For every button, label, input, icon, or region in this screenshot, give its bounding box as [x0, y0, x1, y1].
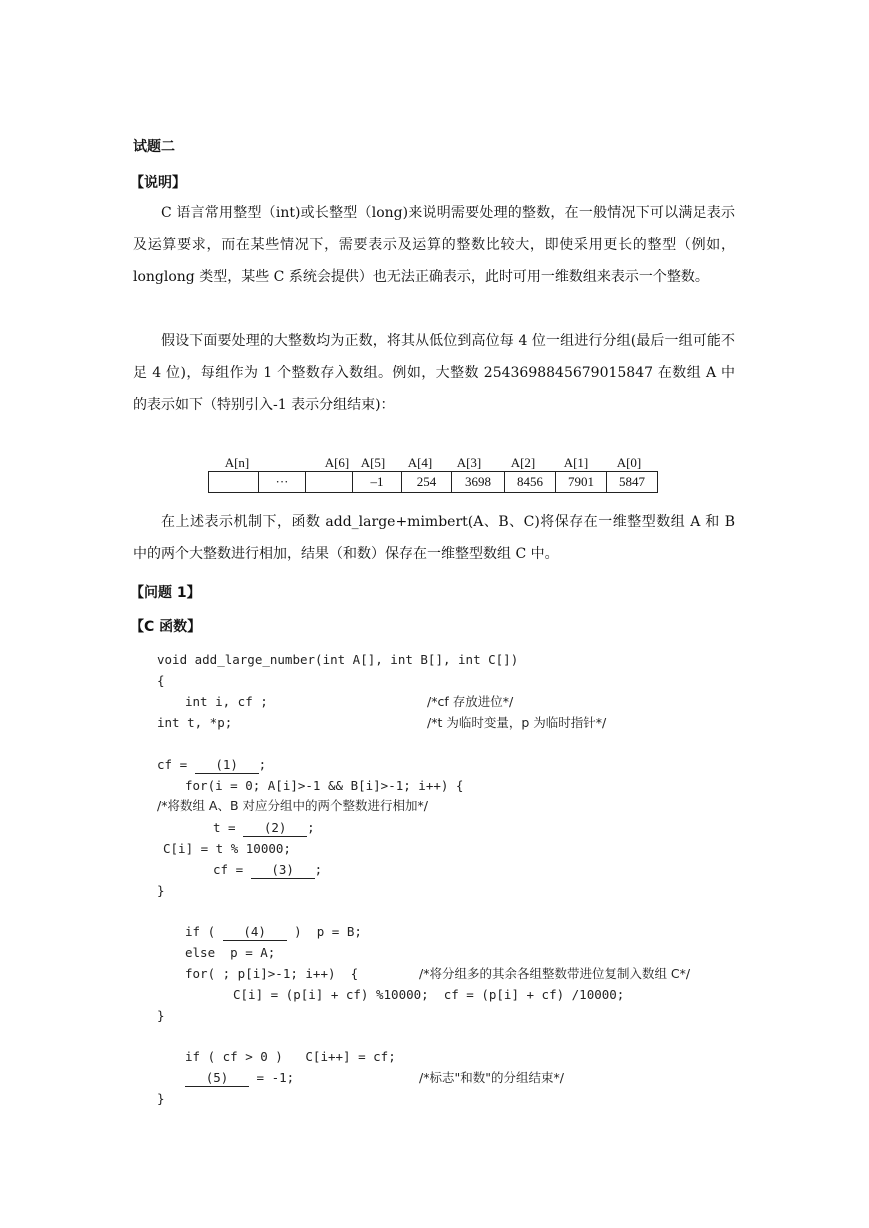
code-line: int i, cf ;	[185, 694, 268, 709]
array-header: A[2]	[510, 455, 536, 470]
code-line-blank-2	[213, 818, 315, 838]
code-text: cf =	[213, 862, 251, 877]
code-text: ;	[314, 862, 323, 877]
code-line-blank-4	[185, 922, 362, 942]
array-header: A[6]	[324, 455, 350, 470]
code-comment: /*将分组多的其余各组整数带进位复制入数组 C*/	[419, 966, 691, 981]
code-line: C[i] = t % 10000;	[163, 841, 291, 856]
code-line-blank-3	[213, 860, 322, 880]
code-comment: /*t 为临时变量，p 为临时指针*/	[427, 715, 607, 730]
code-line: }	[157, 883, 165, 898]
code-line: else p = A;	[185, 945, 276, 960]
array-representation-figure	[208, 455, 660, 495]
code-line-blank-1	[157, 755, 266, 775]
paragraph-1: C 语言常用整型（int)或长整型（long)来说明需要处理的整数，在一般情况下可以满足表示及运算要求，而在某些情况下，需要表示及运算的整数比较大，即使采用更长的整型（例如，longlong 类型，某些 C 系统会提供）也无法正确表示，此时可用一维数组来表示一个整数。	[133, 205, 735, 285]
array-header: A[3]	[456, 455, 482, 470]
blank-3: (3)	[251, 862, 315, 879]
code-line: {	[157, 673, 165, 688]
code-text: ;	[258, 757, 267, 772]
section-question-title: 【问题 1】	[130, 585, 201, 601]
code-line: if ( cf > 0 ) C[i++] = cf;	[185, 1049, 396, 1064]
code-line: int t, *p;	[157, 715, 233, 730]
array-cell: 7901	[556, 472, 607, 492]
array-header: A[5]	[360, 455, 386, 470]
blank-4: (4)	[223, 924, 287, 941]
code-text: = -1;	[249, 1070, 295, 1085]
array-cell: –1	[353, 472, 402, 492]
array-cell: 3698	[452, 472, 505, 492]
paragraph-3: 在上述表示机制下，函数 add_large+mimbert(A、B、C)将保存在一维整型数组 A 和 B 中的两个大整数进行相加，结果（和数）保存在一维整型数组 C 中。	[133, 514, 735, 562]
code-line: void add_large_number(int A[], int B[], int C[])	[157, 652, 519, 667]
code-comment: /*将数组 A、B 对应分组中的两个整数进行相加*/	[157, 798, 428, 813]
array-index-headers	[208, 455, 660, 471]
code-comment: /*标志"和数"的分组结束*/	[419, 1070, 564, 1085]
code-line: }	[157, 1008, 165, 1023]
blank-5: (5)	[185, 1070, 249, 1087]
array-cell	[209, 472, 259, 492]
blank-1: (1)	[195, 757, 259, 774]
paragraph-2: 假设下面要处理的大整数均为正数，将其从低位到高位每 4 位一组进行分组(最后一组可能不足 4 位)，每组作为 1 个整数存入数组。例如，大整数 2543698845679015847 在数组 A 中的表示如下（特别引入-1 表示分组结束)：	[133, 333, 735, 413]
code-text: ;	[307, 820, 315, 835]
array-cell: ···	[259, 472, 306, 492]
page-heading: 试题二	[133, 139, 175, 155]
code-line: for( ; p[i]>-1; i++) {	[185, 966, 359, 981]
array-header: A[0]	[616, 455, 642, 470]
code-line: }	[157, 1091, 165, 1106]
array-header: A[1]	[563, 455, 589, 470]
code-line: C[i] = (p[i] + cf) %10000; cf = (p[i] + cf) /10000;	[233, 987, 625, 1002]
array-header: A[n]	[224, 455, 250, 470]
code-comment: /*cf 存放进位*/	[427, 694, 514, 709]
code-text: if (	[185, 924, 223, 939]
code-text: ) p = B;	[286, 924, 362, 939]
section-explain-title: 【说明】	[130, 175, 186, 191]
code-line-blank-5	[185, 1068, 294, 1088]
array-cell	[306, 472, 353, 492]
array-cells-row	[208, 471, 658, 493]
code-text: cf =	[157, 757, 195, 772]
code-line: for(i = 0; A[i]>-1 && B[i]>-1; i++) {	[185, 778, 464, 793]
code-text: t =	[213, 820, 244, 835]
blank-2: (2)	[243, 820, 307, 837]
section-cfunction-title: 【C 函数】	[130, 619, 202, 635]
array-cell: 5847	[619, 474, 645, 489]
array-cell: 254	[402, 472, 452, 492]
array-cell: 8456	[505, 472, 556, 492]
array-header: A[4]	[407, 455, 433, 470]
